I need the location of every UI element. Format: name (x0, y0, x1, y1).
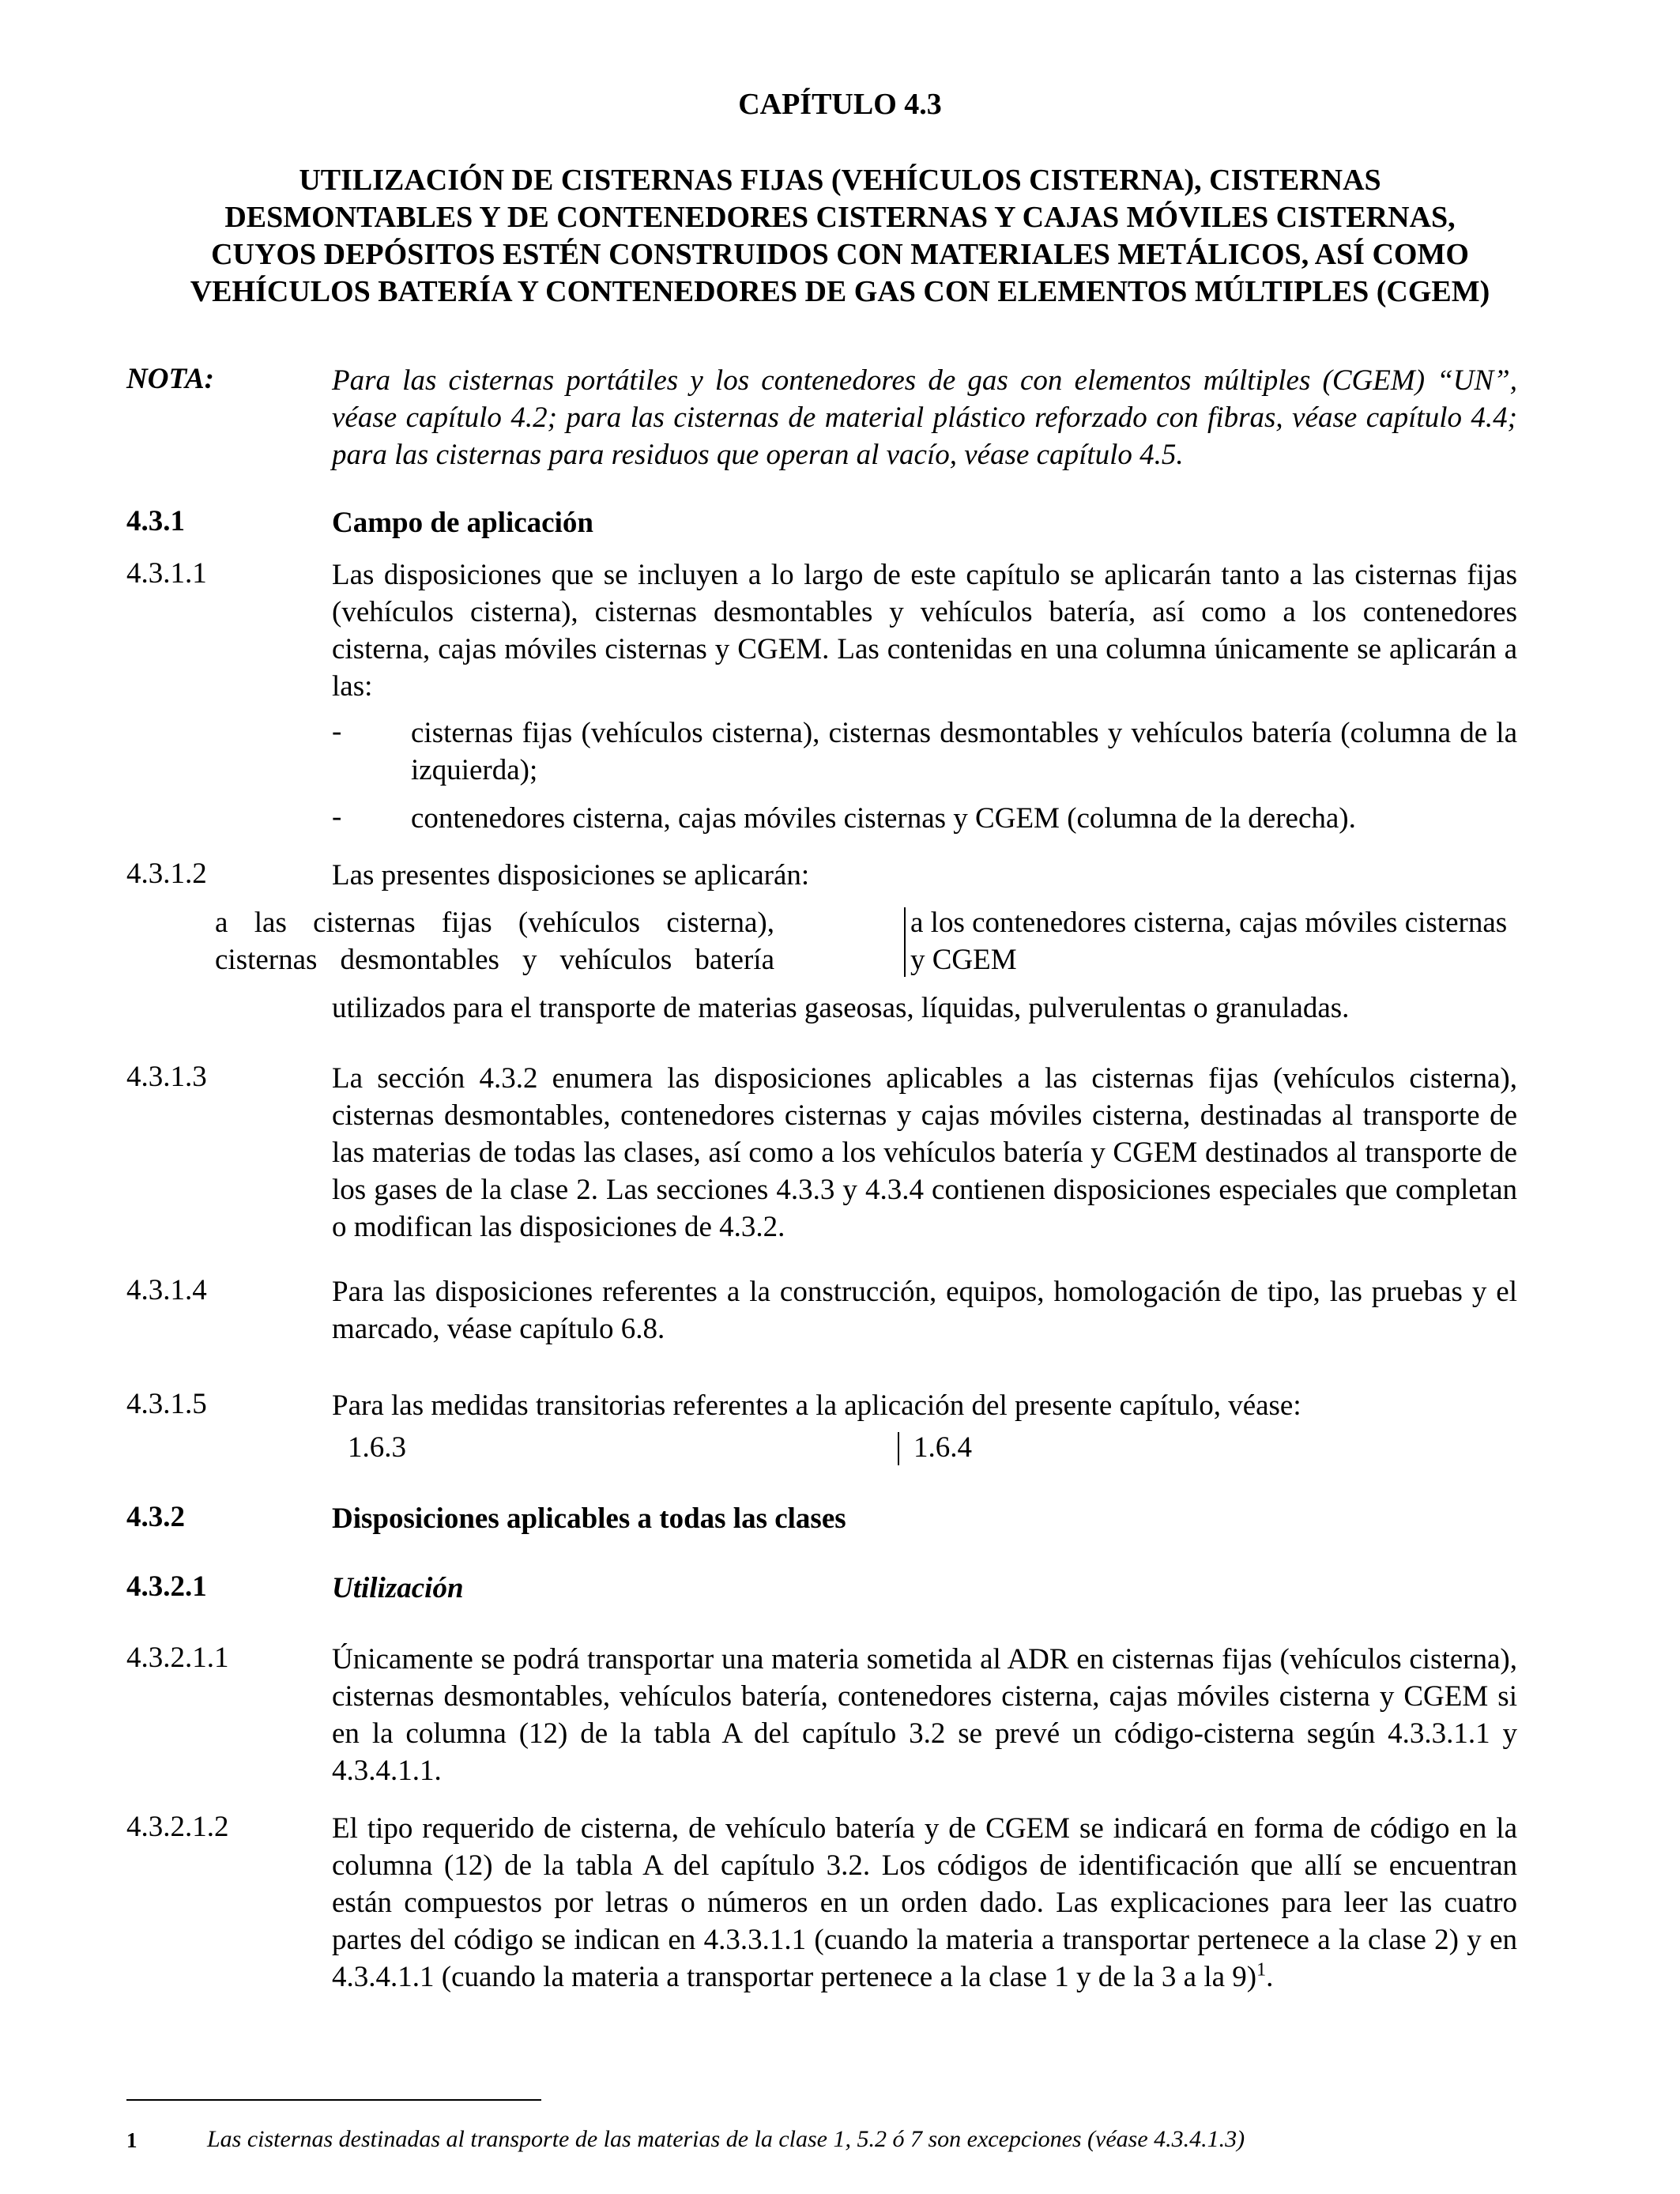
paragraph-text: Únicamente se podrá transportar una materia sometida al ADR en cisternas fijas (vehículos cisterna), cisternas desmontables, vehículos batería, contenedores cisterna, cajas móviles cisterna y CGEM si en la columna (12) de la tabla A del capítulo 3.2 se prevé un código-cisterna según 4.3.3.1.1 y 4.3.4.1.1. (332, 1643, 1517, 1787)
paragraph-text: La sección 4.3.2 enumera las disposiciones aplicables a las cisternas fijas (vehículos cisterna), cisternas desmontables, contenedores cisternas y cajas móviles cisterna, destinadas al transporte de las materias de todas las clases, así como a los vehículos batería y CGEM destinados al transporte de los gases de la clase 2. Las secciones 4.3.3 y 4.3.4 contienen disposiciones especiales que completan o modifican las disposiciones de 4.3.2. (332, 1062, 1517, 1243)
right-column-text: 1.6.4 (913, 1431, 972, 1464)
footnote-text: Las cisternas destinadas al transporte de las materias de la clase 1, 5.2 ó 7 son excepciones (véase 4.3.4.1.3) (207, 2126, 1245, 2152)
paragraph-number: 4.3.1.4 (126, 1274, 207, 1306)
chapter-title (119, 162, 1561, 311)
column-divider (904, 907, 906, 977)
section-title: Disposiciones aplicables a todas las clases (332, 1502, 846, 1535)
paragraph-text: utilizados para el transporte de materias gaseosas, líquidas, pulverulentas o granuladas. (332, 992, 1350, 1024)
section-number: 4.3.2 (126, 1501, 185, 1533)
paragraph-text (332, 1810, 1517, 1996)
list-dash: - (332, 715, 342, 748)
subsection-number: 4.3.2.1 (126, 1570, 207, 1603)
footnote-mark: 1 (126, 2128, 137, 2152)
title-line: CUYOS DEPÓSITOS ESTÉN CONSTRUIDOS CON MATERIALES METÁLICOS, ASÍ COMO (211, 238, 1469, 271)
paragraph-number: 4.3.1.1 (126, 557, 207, 590)
title-line: DESMONTABLES Y DE CONTENEDORES CISTERNAS Y CAJAS MÓVILES CISTERNAS, (224, 201, 1456, 234)
section-title: Campo de aplicación (332, 507, 593, 539)
footnote-separator (126, 2099, 541, 2101)
left-column-text: 1.6.3 (348, 1431, 406, 1464)
paragraph-number: 4.3.2.1.1 (126, 1642, 229, 1674)
column-divider (898, 1432, 899, 1465)
note-text: Para las cisternas portátiles y los contenedores de gas con elementos múltiples (CGEM) “UN”, véase capítulo 4.2; para las cisternas de material plástico reforzado con fibras, véase capítulo 4.4; para las cisternas para residuos que operan al vacío, véase capítulo 4.5. (332, 364, 1517, 471)
paragraph-number: 4.3.2.1.2 (126, 1811, 229, 1843)
paragraph-text: Para las medidas transitorias referentes a la aplicación del presente capítulo, véase: (332, 1389, 1301, 1422)
paragraph-text: Las presentes disposiciones se aplicarán: (332, 859, 810, 892)
list-dash: - (332, 801, 342, 833)
title-line: VEHÍCULOS BATERÍA Y CONTENEDORES DE GAS CON ELEMENTOS MÚLTIPLES (CGEM) (190, 275, 1490, 308)
list-item-text: cisternas fijas (vehículos cisterna), cisternas desmontables y vehículos batería (columna de la izquierda); (411, 717, 1517, 786)
left-column-text: a las cisternas fijas (vehículos cisterna), cisternas desmontables y vehículos batería (215, 907, 774, 976)
paragraph-text: Para las disposiciones referentes a la construcción, equipos, homologación de tipo, las pruebas y el marcado, véase capítulo 6.8. (332, 1276, 1517, 1345)
title-line: UTILIZACIÓN DE CISTERNAS FIJAS (VEHÍCULOS CISTERNA), CISTERNAS (299, 164, 1381, 197)
paragraph-text-end: . (1266, 1961, 1274, 1993)
list-item-text: contenedores cisterna, cajas móviles cisternas y CGEM (columna de la derecha). (411, 802, 1356, 835)
note-label: NOTA: (126, 363, 214, 395)
paragraph-number: 4.3.1.5 (126, 1388, 207, 1420)
section-number: 4.3.1 (126, 505, 185, 537)
paragraph-text-main: El tipo requerido de cisterna, de vehículo batería y de CGEM se indicará en forma de código en la columna (12) de la tabla A del capítulo 3.2. Los códigos de identificación que allí se encuentran están compuestos por letras o números en un orden dado. Las explicaciones para leer las cuatro partes del código se indican en 4.3.3.1.1 (cuando la materia a transportar pertenece a la clase 2) y en 4.3.4.1.1 (cuando la materia a transportar pertenece a la clase 1 y de la 3 a la 9) (332, 1812, 1517, 1993)
footnote-reference[interactable]: 1 (1256, 1959, 1267, 1981)
right-column-text: a los contenedores cisterna, cajas móviles cisternas y CGEM (910, 907, 1508, 976)
paragraph-number: 4.3.1.3 (126, 1061, 207, 1093)
paragraph-number: 4.3.1.2 (126, 858, 207, 890)
chapter-heading: CAPÍTULO 4.3 (738, 88, 942, 121)
subsection-title: Utilización (332, 1572, 464, 1604)
paragraph-text: Las disposiciones que se incluyen a lo largo de este capítulo se aplicarán tanto a las cisternas fijas (vehículos cisterna), cisternas desmontables y vehículos batería, así como a los contenedores cisterna, cajas móviles cisternas y CGEM. Las contenidas en una columna únicamente se aplicarán a las: (332, 559, 1517, 703)
